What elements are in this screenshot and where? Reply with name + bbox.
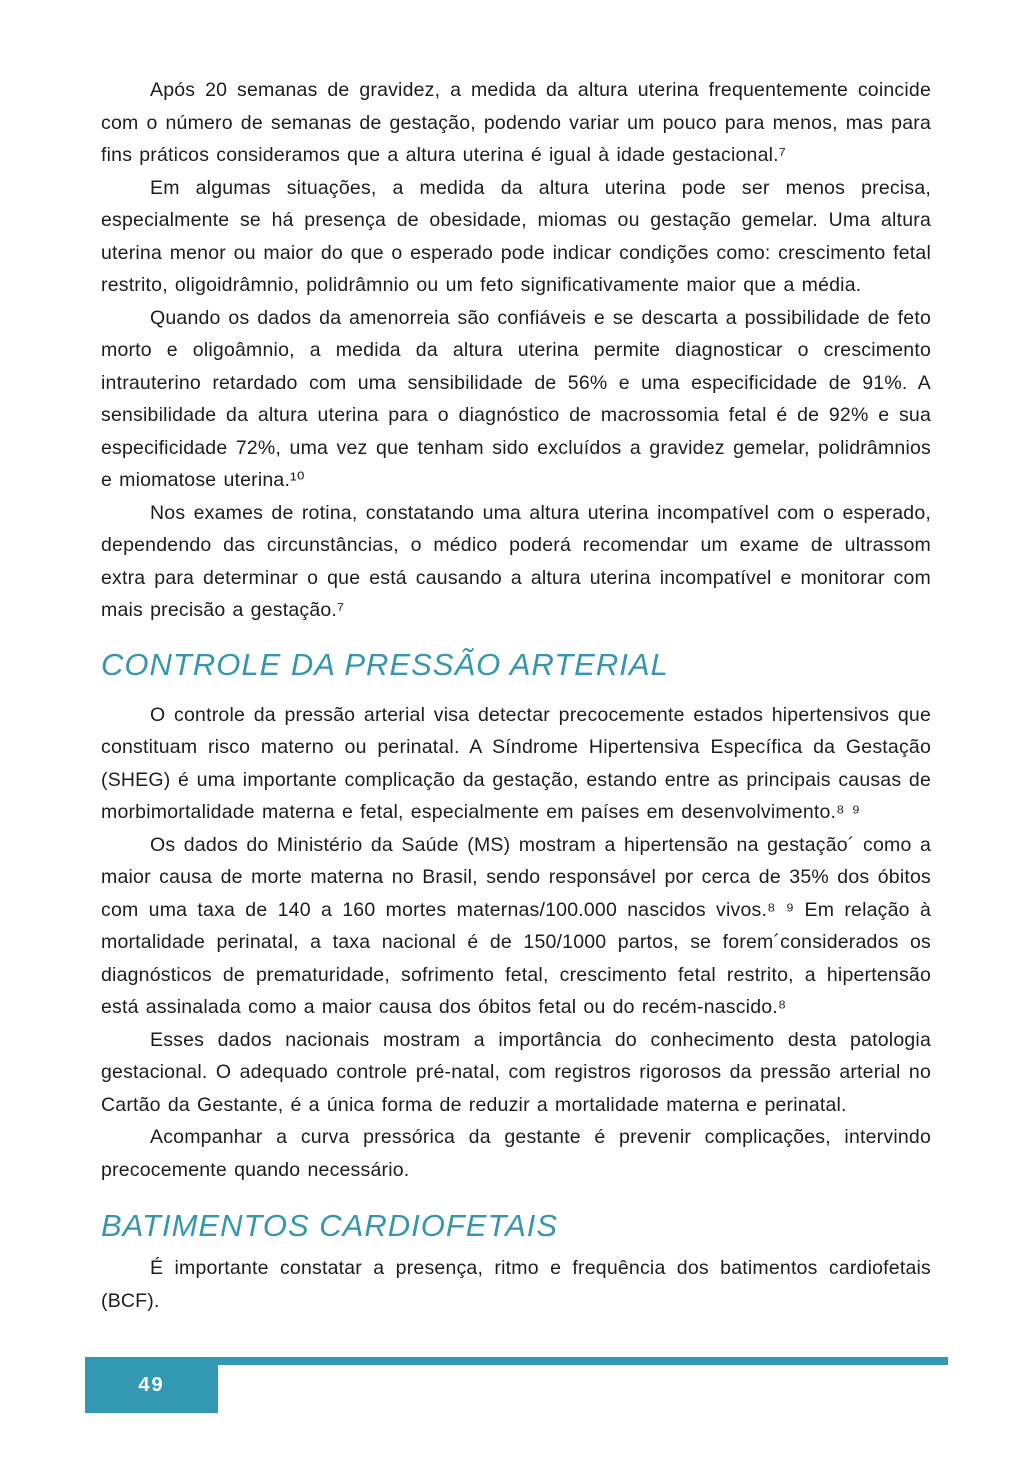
paragraph-altura-uterina-coincide: Após 20 semanas de gravidez, a medida da altura uterina frequentemente coincide com o número de semanas de gestação, podendo variar um pouco para menos, mas para fins práticos consideramos que a altura uterina é igual à idade gestacional.⁷ [101,79,931,166]
paragraph-amenorreia-confiavel: Quando os dados da amenorreia são confiáveis e se descarta a possibilidade de feto morto e oligoâmnio, a medida da altura uterina permite diagnosticar o crescimento intrauterino retardado com uma sensibilidade de 56% e uma especificidade de 91%. A sensibilidade da altura uterina para o diagnóstico de macrossomia fetal é de 92% e sua especificidade 72%, uma vez que tenham sido excluídos a gravidez gemelar, polidrâmnios e miomatose uterina.¹⁰ [101,306,931,491]
paragraph-controle-pressao-visa: O controle da pressão arterial visa detectar precocemente estados hipertensivos que constituam risco materno ou perinatal. A Síndrome Hipertensiva Específica da Gestação (SHEG) é uma importante complicação da gestação, estando entre as principais causas de morbimortalidade materna e fetal, especialmente em países em desenvolvimento.⁸ ⁹ [101,703,931,823]
paragraph-batimentos-bcf: É importante constatar a presença, ritmo e frequência dos batimentos cardiofetais (BCF). [101,1257,931,1312]
paragraph-exames-de-rotina: Nos exames de rotina, constatando uma altura uterina incompatível com o esperado, dependendo das circunstâncias, o médico poderá recomendar um exame de ultrassom extra para determinar o que está causando a altura uterina incompatível e monitorar com mais precisão a gestação.⁷ [101,501,931,621]
section-heading-batimentos-cardiofetais: BATIMENTOS CARDIOFETAIS [101,1208,559,1243]
page-number-badge [85,1357,218,1413]
paragraph-medida-menos-precisa: Em algumas situações, a medida da altura uterina pode ser menos precisa, especialmente se há presença de obesidade, miomas ou gestação gemelar. Uma altura uterina menor ou maior do que o esperado pode indicar condições como: crescimento fetal restrito, oligoidrâmnio, polidrâmnio ou um feto significativamente maior que a média. [101,176,931,296]
page-body [101,74,931,1317]
section-heading-controle-pressao-arterial: CONTROLE DA PRESSÃO ARTERIAL [101,646,669,682]
paragraph-dados-nacionais-importancia: Esses dados nacionais mostram a importância do conhecimento desta patologia gestacional. O adequado controle pré-natal, com registros rigorosos da pressão arterial no Cartão da Gestante, é a única forma de reduzir a mortalidade materna e perinatal. [101,1028,931,1116]
page-number: 49 [138,1373,165,1396]
paragraph-acompanhar-curva-pressorica: Acompanhar a curva pressórica da gestante é prevenir complicações, intervindo precocemente quando necessário. [101,1126,931,1181]
paragraph-dados-ministerio-saude: Os dados do Ministério da Saúde (MS) mostram a hipertensão na gestação´ como a maior causa de morte materna no Brasil, sendo responsável por cerca de 35% dos óbitos com uma taxa de 140 a 160 mortes maternas/100.000 nascidos vivos.⁸ ⁹ Em relação à mortalidade perinatal, a taxa nacional é de 150/1000 partos, se forem´considerados os diagnósticos de prematuridade, sofrimento fetal, crescimento fetal restrito, a hipertensão está assinalada como a maior causa dos óbitos fetal ou do recém-nascido.⁸ [101,833,931,1018]
